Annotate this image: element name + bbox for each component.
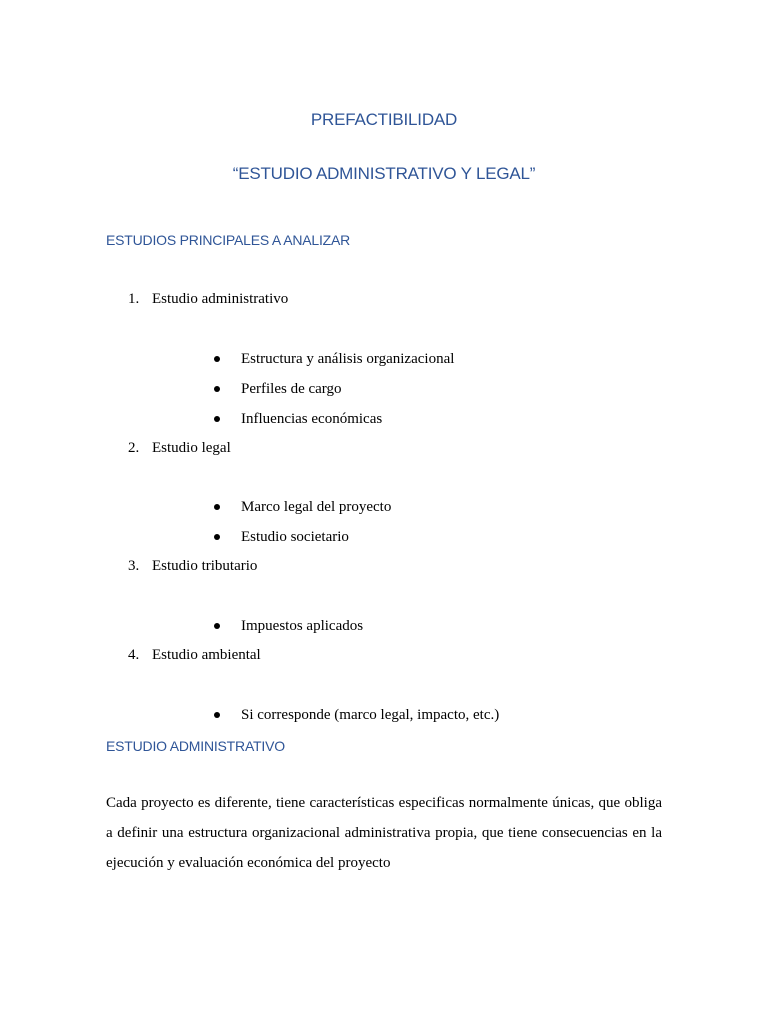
bullet-icon [214, 386, 220, 392]
list-item-subitem: Marco legal del proyecto [241, 499, 392, 515]
body-paragraph: Cada proyecto es diferente, tiene características especificas normalmente únicas, que obliga a definir una estructura organizacional administrativa propia, que tiene consecuencias en la ejecución y evaluación económica del proyecto [106, 795, 662, 871]
bullet-icon [214, 356, 220, 362]
list-number: 2. [128, 440, 140, 456]
list-item-subitem: Si corresponde (marco legal, impacto, etc.) [241, 707, 500, 723]
list-number: 4. [128, 647, 140, 663]
bullet-icon [214, 623, 220, 629]
list-item-subitem: Influencias económicas [241, 411, 383, 427]
document-title: PREFACTIBILIDAD [310, 110, 458, 129]
section-heading-main-studies: ESTUDIOS PRINCIPALES A ANALIZAR [106, 232, 351, 248]
list-number: 1. [128, 291, 140, 307]
document-subtitle: “ESTUDIO ADMINISTRATIVO Y LEGAL” [232, 164, 536, 183]
list-item-subitem: Estudio societario [241, 529, 349, 545]
list-item-study: Estudio administrativo [152, 291, 289, 307]
bullet-icon [214, 712, 220, 718]
list-item-subitem: Perfiles de cargo [241, 381, 342, 397]
section-heading-administrative-study: ESTUDIO ADMINISTRATIVO [106, 738, 285, 754]
list-item-study: Estudio legal [152, 440, 231, 456]
list-number: 3. [128, 558, 140, 574]
bullet-icon [214, 534, 220, 540]
bullet-icon [214, 416, 220, 422]
list-item-study: Estudio tributario [152, 558, 258, 574]
list-item-subitem: Impuestos aplicados [241, 618, 364, 634]
list-item-subitem: Estructura y análisis organizacional [241, 351, 455, 367]
bullet-icon [214, 504, 220, 510]
list-item-study: Estudio ambiental [152, 647, 261, 663]
